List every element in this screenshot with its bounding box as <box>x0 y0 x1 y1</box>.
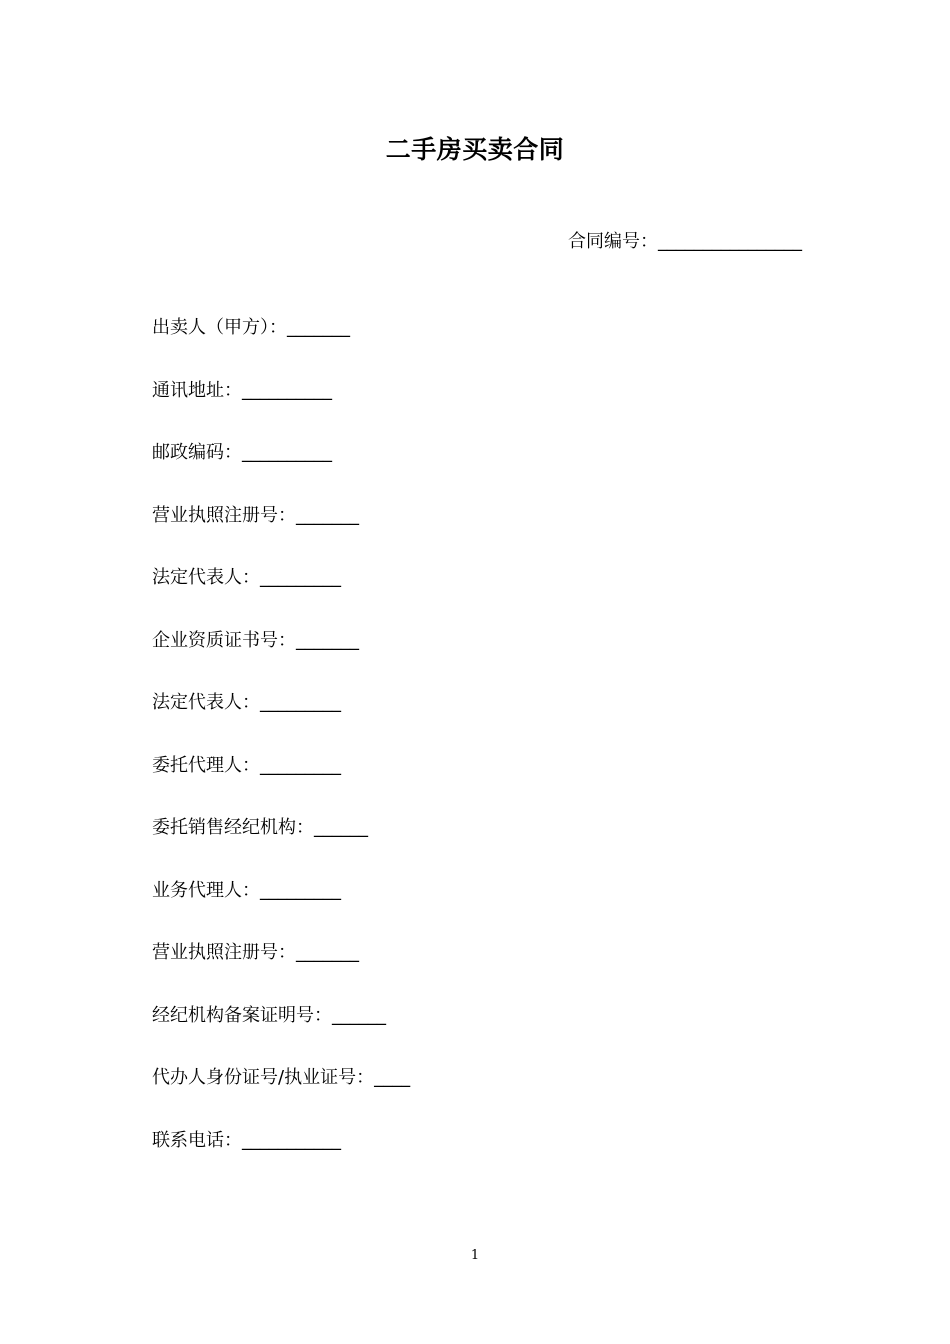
field-legal-representative: 法定代表人：_________ <box>152 567 341 588</box>
field-agency-filing-number: 经纪机构备案证明号：______ <box>152 1004 386 1026</box>
document-title: 二手房买卖合同 <box>385 135 565 164</box>
field-business-license-2: 营业执照注册号：_______ <box>152 942 359 963</box>
field-phone: 联系电话：___________ <box>152 1129 341 1151</box>
field-business-agent: 业务代理人：_________ <box>152 879 341 901</box>
field-business-license: 营业执照注册号：_______ <box>152 504 359 526</box>
field-brokerage-agency: 委托销售经纪机构：______ <box>152 817 368 838</box>
field-legal-representative-2: 法定代表人：_________ <box>152 692 341 713</box>
field-postal-code: 邮政编码：__________ <box>152 442 332 463</box>
contract-number-line: 合同编号：________________ <box>568 231 802 252</box>
party-fields-list <box>152 316 852 1191</box>
field-seller: 出卖人（甲方）：_______ <box>152 317 350 338</box>
field-authorized-agent: 委托代理人：_________ <box>152 754 341 776</box>
field-agent-id-license: 代办人身份证号/执业证号：____ <box>152 1067 411 1088</box>
page-number: 1 <box>470 1248 480 1263</box>
field-address: 通讯地址：__________ <box>152 379 332 401</box>
field-qualification-certificate: 企业资质证书号：_______ <box>152 629 359 651</box>
